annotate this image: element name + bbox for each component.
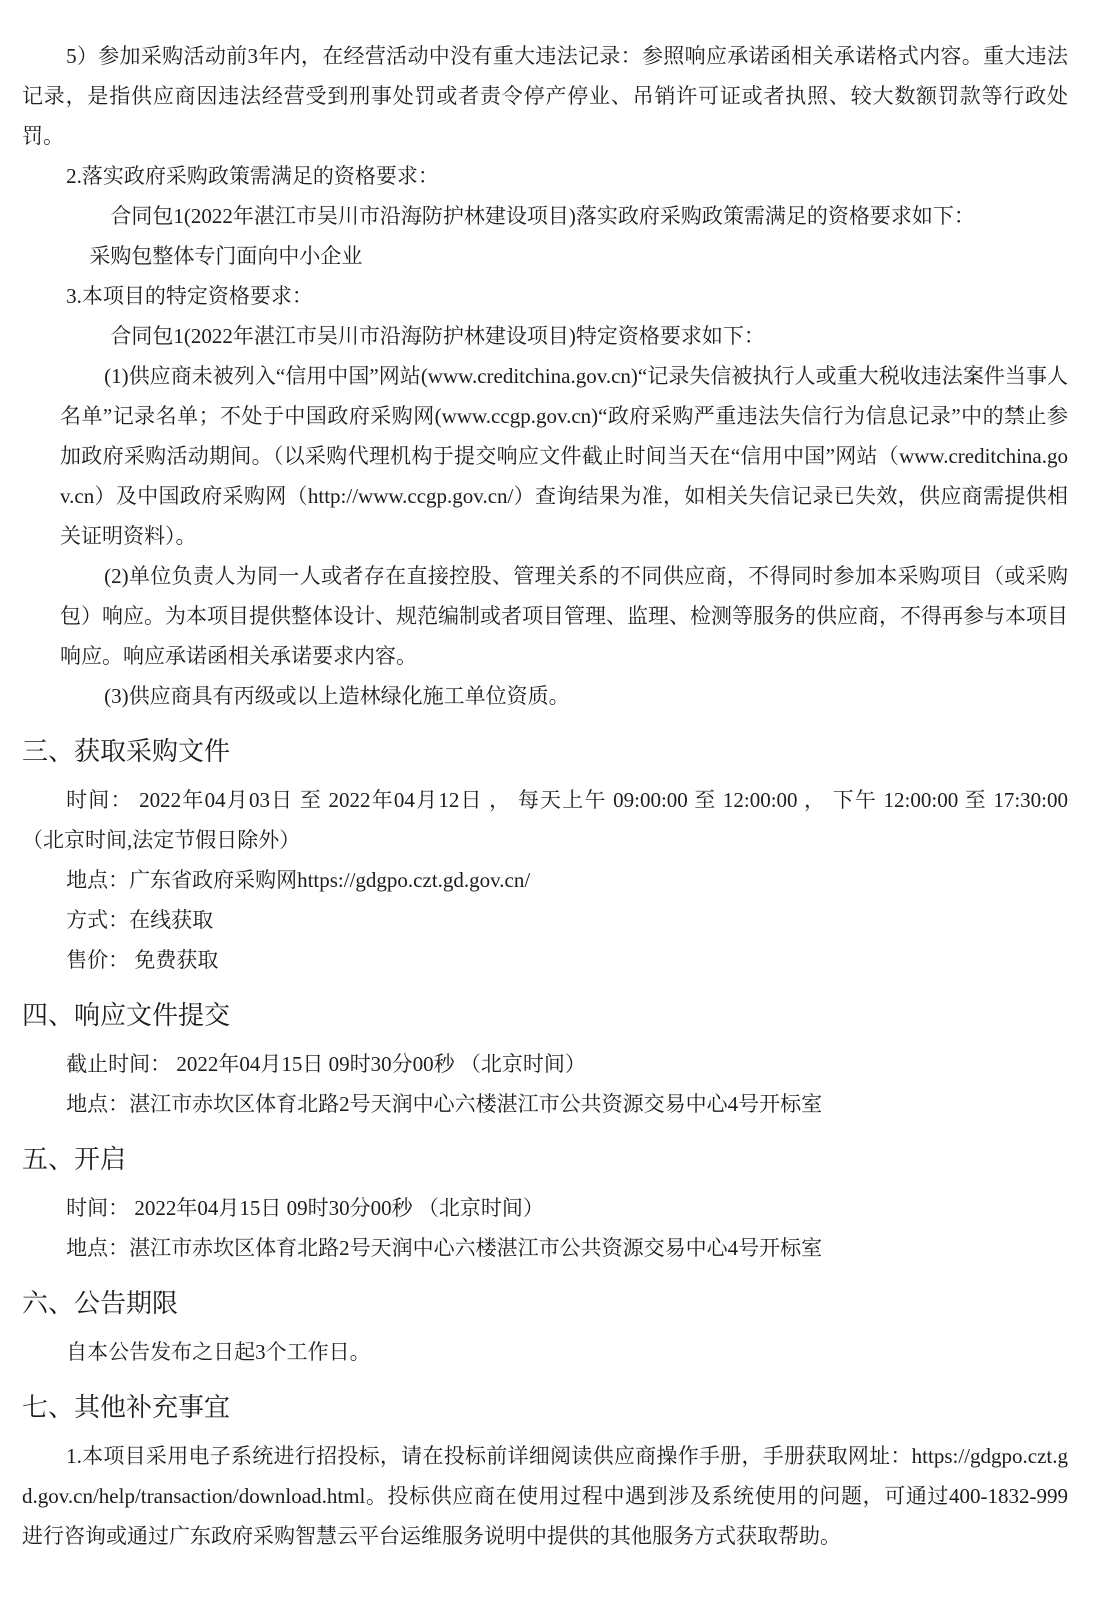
qualification-item-2-title: 2.落实政府采购政策需满足的资格要求： — [66, 164, 439, 188]
section-heading-opening: 五、开启 — [22, 1145, 127, 1174]
section-heading-announcement-period: 六、公告期限 — [22, 1289, 179, 1318]
qualification-item-2-detail: 采购包整体专门面向中小企业 — [89, 244, 363, 268]
section-heading-response-document-submission: 四、响应文件提交 — [22, 1001, 231, 1030]
obtain-documents-method: 方式：在线获取 — [66, 908, 214, 932]
section-heading-other-supplementary-matters: 七、其他补充事宜 — [22, 1393, 231, 1422]
qualification-item-3-contract-package: 合同包1(2022年湛江市吴川市沿海防护林建设项目)特定资格要求如下： — [110, 324, 765, 348]
obtain-documents-price: 售价： 免费获取 — [66, 948, 219, 972]
qualification-item-3-title: 3.本项目的特定资格要求： — [66, 284, 313, 308]
obtain-documents-location: 地点：广东省政府采购网https://gdgpo.czt.gd.gov.cn/ — [66, 868, 531, 892]
qualification-item-3-sub-2: (2)单位负责人为同一人或者存在直接控股、管理关系的不同供应商，不得同时参加本采购项目（或采购包）响应。为本项目提供整体设计、规范编制或者项目管理、监理、检测等服务的供应商，不得再参与本项目响应。响应承诺函相关承诺要求内容。 — [60, 564, 1068, 668]
obtain-documents-time: 时间： 2022年04月03日 至 2022年04月12日 ， 每天上午 09:00:00 至 12:00:00 ， 下午 12:00:00 至 17:30:00 （北京时间,法定节假日除外） — [22, 788, 1068, 852]
qualification-item-3-sub-1: (1)供应商未被列入“信用中国”网站(www.creditchina.gov.cn)“记录失信被执行人或重大税收违法案件当事人名单”记录名单；不处于中国政府采购网(www.ccgp.gov.cn)“政府采购严重违法失信行为信息记录”中的禁止参加政府采购活动期间。（以采购代理机构于提交响应文件截止时间当天在“信用中国”网站（www.creditchina.gov.cn）及中国政府采购网（http://www.ccgp.gov.cn/）查询结果为准，如相关失信记录已失效，供应商需提供相关证明资料）。 — [60, 364, 1068, 548]
opening-time: 时间： 2022年04月15日 09时30分00秒 （北京时间） — [66, 1196, 544, 1220]
other-supplementary-body: 1.本项目采用电子系统进行招投标，请在投标前详细阅读供应商操作手册，手册获取网址：https://gdgpo.czt.gd.gov.cn/help/transaction/download.html。投标供应商在使用过程中遇到涉及系统使用的问题，可通过400-1832-999进行咨询或通过广东政府采购智慧云平台运维服务说明中提供的其他服务方式获取帮助。 — [22, 1444, 1068, 1548]
opening-location: 地点：湛江市赤坎区体育北路2号天润中心六楼湛江市公共资源交易中心4号开标室 — [66, 1236, 823, 1260]
announcement-period-body: 自本公告发布之日起3个工作日。 — [66, 1340, 371, 1364]
submission-deadline: 截止时间： 2022年04月15日 09时30分00秒 （北京时间） — [66, 1052, 586, 1076]
qualification-item-5: 5）参加采购活动前3年内，在经营活动中没有重大违法记录：参照响应承诺函相关承诺格式内容。重大违法记录，是指供应商因违法经营受到刑事处罚或者责令停产停业、吊销许可证或者执照、较大数额罚款等行政处罚。 — [22, 44, 1068, 148]
qualification-item-3-sub-3: (3)供应商具有丙级或以上造林绿化施工单位资质。 — [104, 684, 570, 708]
submission-location: 地点：湛江市赤坎区体育北路2号天润中心六楼湛江市公共资源交易中心4号开标室 — [66, 1092, 823, 1116]
qualification-item-2-contract-package: 合同包1(2022年湛江市吴川市沿海防护林建设项目)落实政府采购政策需满足的资格要求如下： — [110, 204, 975, 228]
section-heading-obtain-procurement-documents: 三、获取采购文件 — [22, 737, 231, 766]
